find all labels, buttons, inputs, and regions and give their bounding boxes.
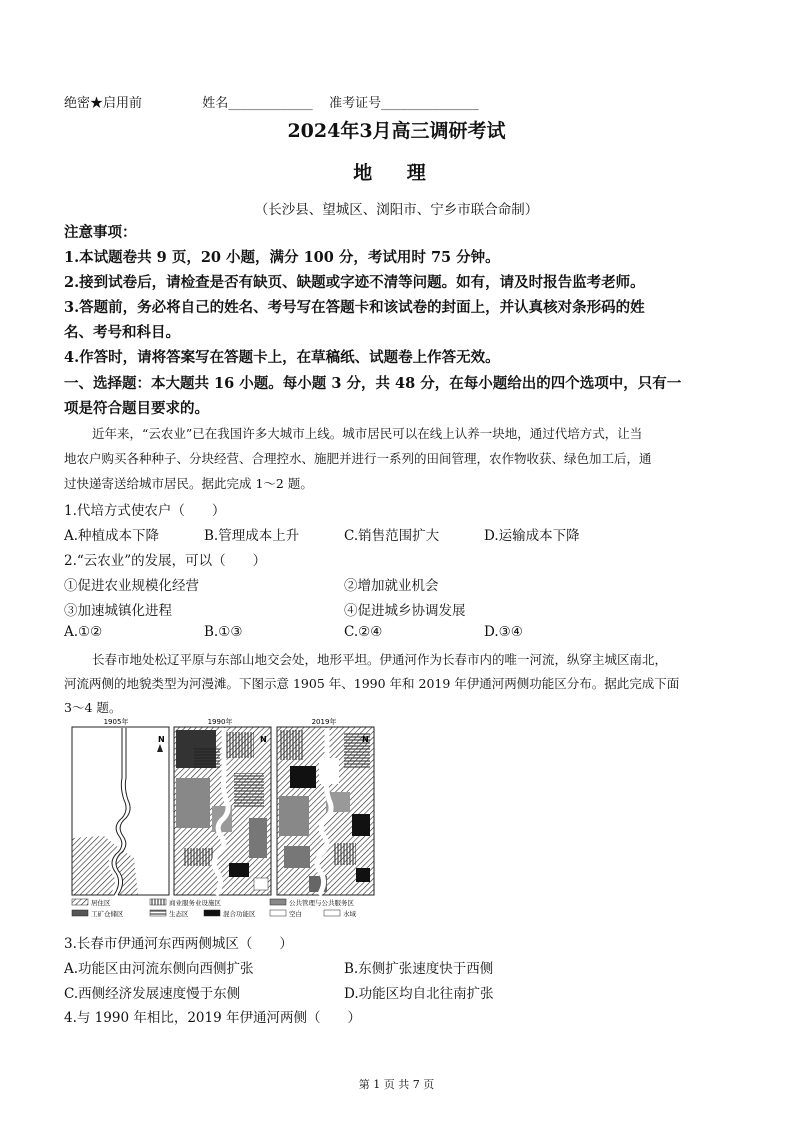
ticket-field-label: 准考证号_______________: [329, 96, 479, 111]
legend-label: 空白: [289, 910, 302, 918]
option-a: A.种植成本下降: [64, 528, 160, 544]
option-a: A.①②: [64, 624, 103, 640]
confidential-label: 绝密★启用前: [64, 96, 143, 111]
note-item: 3.答题前，务必将自己的姓名、考号写在答题卡和该试卷的封面上，并认真核对条形码的姓: [64, 299, 645, 316]
statement-item: ③加速城镇化进程: [64, 603, 172, 619]
passage-line: 河流两侧的地貌类型为河漫滩。下图示意 1905 年、1990 年和 2019 年伊通河两侧功能区分布。据此完成下面: [64, 676, 680, 691]
question-stem: 4.与 1990 年相比，2019 年伊通河两侧（ ）: [64, 1010, 361, 1026]
note-item: 2.接到试卷后，请检查是否有缺页、缺题或字迹不清等问题。如有，请及时报告监考老师。: [64, 274, 645, 291]
year-label: 2019年: [311, 718, 337, 726]
question-stem: 3.长春市伊通河东西两侧城区（ ）: [64, 936, 293, 952]
option-c: C.销售范围扩大: [344, 528, 440, 544]
statement-item: ②增加就业机会: [344, 578, 439, 594]
statement-item: ④促进城乡协调发展: [344, 603, 466, 619]
option-d: D.运输成本下降: [484, 528, 580, 544]
option-b: B.管理成本上升: [204, 528, 300, 544]
option-b: B.东侧扩张速度快于西侧: [344, 961, 494, 977]
option-a: A.功能区由河流东侧向西侧扩张: [64, 961, 254, 977]
option-d: D.③④: [484, 624, 523, 640]
land-use-figure: [64, 718, 394, 918]
option-d: D.功能区均自北往南扩张: [344, 986, 494, 1002]
passage-line: 3～4 题。: [64, 700, 122, 715]
note-item: 4.作答时，请将答案写在答题卡上，在草稿纸、试题卷上作答无效。: [64, 349, 500, 366]
option-b: B.①③: [204, 624, 243, 640]
statement-item: ①促进农业规模化经营: [64, 578, 199, 594]
map-1905: [72, 727, 169, 895]
page-footer: 第 1 页 共 7 页: [358, 1078, 435, 1091]
north-arrow-icon: N: [158, 735, 165, 744]
question-stem: 1.代培方式使农户（ ）: [64, 503, 226, 519]
legend-label: 工矿仓储区: [91, 910, 124, 918]
legend-label: 生态区: [169, 910, 189, 918]
map-legend: [72, 898, 357, 918]
north-arrow-icon: N: [260, 735, 267, 744]
note-item: 名、考号和科目。: [64, 324, 180, 341]
legend-label: 居住区: [91, 899, 111, 907]
legend-label: 水域: [343, 910, 356, 918]
passage-line: 过快递寄送给城市居民。据此完成 1～2 题。: [64, 476, 313, 491]
question-stem: 2.“云农业”的发展，可以（ ）: [64, 553, 267, 569]
issuer-line: （长沙县、望城区、浏阳市、宁乡市联合命制）: [254, 202, 539, 218]
year-label: 1905年: [103, 718, 129, 726]
legend-label: 混合功能区: [223, 910, 256, 918]
option-c: C.②④: [344, 624, 383, 640]
name-field-label: 姓名_____________: [202, 96, 313, 111]
legend-label: 商业服务业设施区: [169, 899, 221, 907]
legend-label: 公共管理与公共服务区: [289, 899, 354, 907]
land-use-maps: [64, 718, 394, 918]
section-heading: 项是符合题目要求的。: [64, 400, 209, 417]
north-arrow-icon: N: [362, 735, 369, 744]
subject-title: 地 理: [353, 162, 440, 184]
note-item: 1.本试题卷共 9 页，20 小题，满分 100 分，考试用时 75 分钟。: [64, 249, 500, 266]
passage-line: 地农户购买各种种子、分块经营、合理控水、施肥并进行一系列的田间管理，农作物收获、绿色加工后，通: [64, 451, 652, 466]
section-heading: 一、选择题：本大题共 16 小题。每小题 3 分，共 48 分，在每小题给出的四个选项中，只有一: [64, 375, 682, 392]
notes-heading: 注意事项：: [64, 224, 137, 241]
map-2019: [277, 727, 374, 895]
passage-line: 长春市地处松辽平原与东部山地交会处，地形平坦。伊通河作为长春市内的唯一河流，纵穿主城区南北，: [92, 652, 668, 667]
passage-line: 近年来，“云农业”已在我国许多大城市上线。城市居民可以在线上认养一块地，通过代培方式，让当: [92, 426, 643, 441]
year-label: 1990年: [207, 718, 233, 726]
exam-title: 2024年3月高三调研考试: [287, 120, 506, 142]
map-1990: [174, 727, 271, 895]
exam-header: [64, 92, 479, 111]
option-c: C.西侧经济发展速度慢于东侧: [64, 986, 241, 1002]
